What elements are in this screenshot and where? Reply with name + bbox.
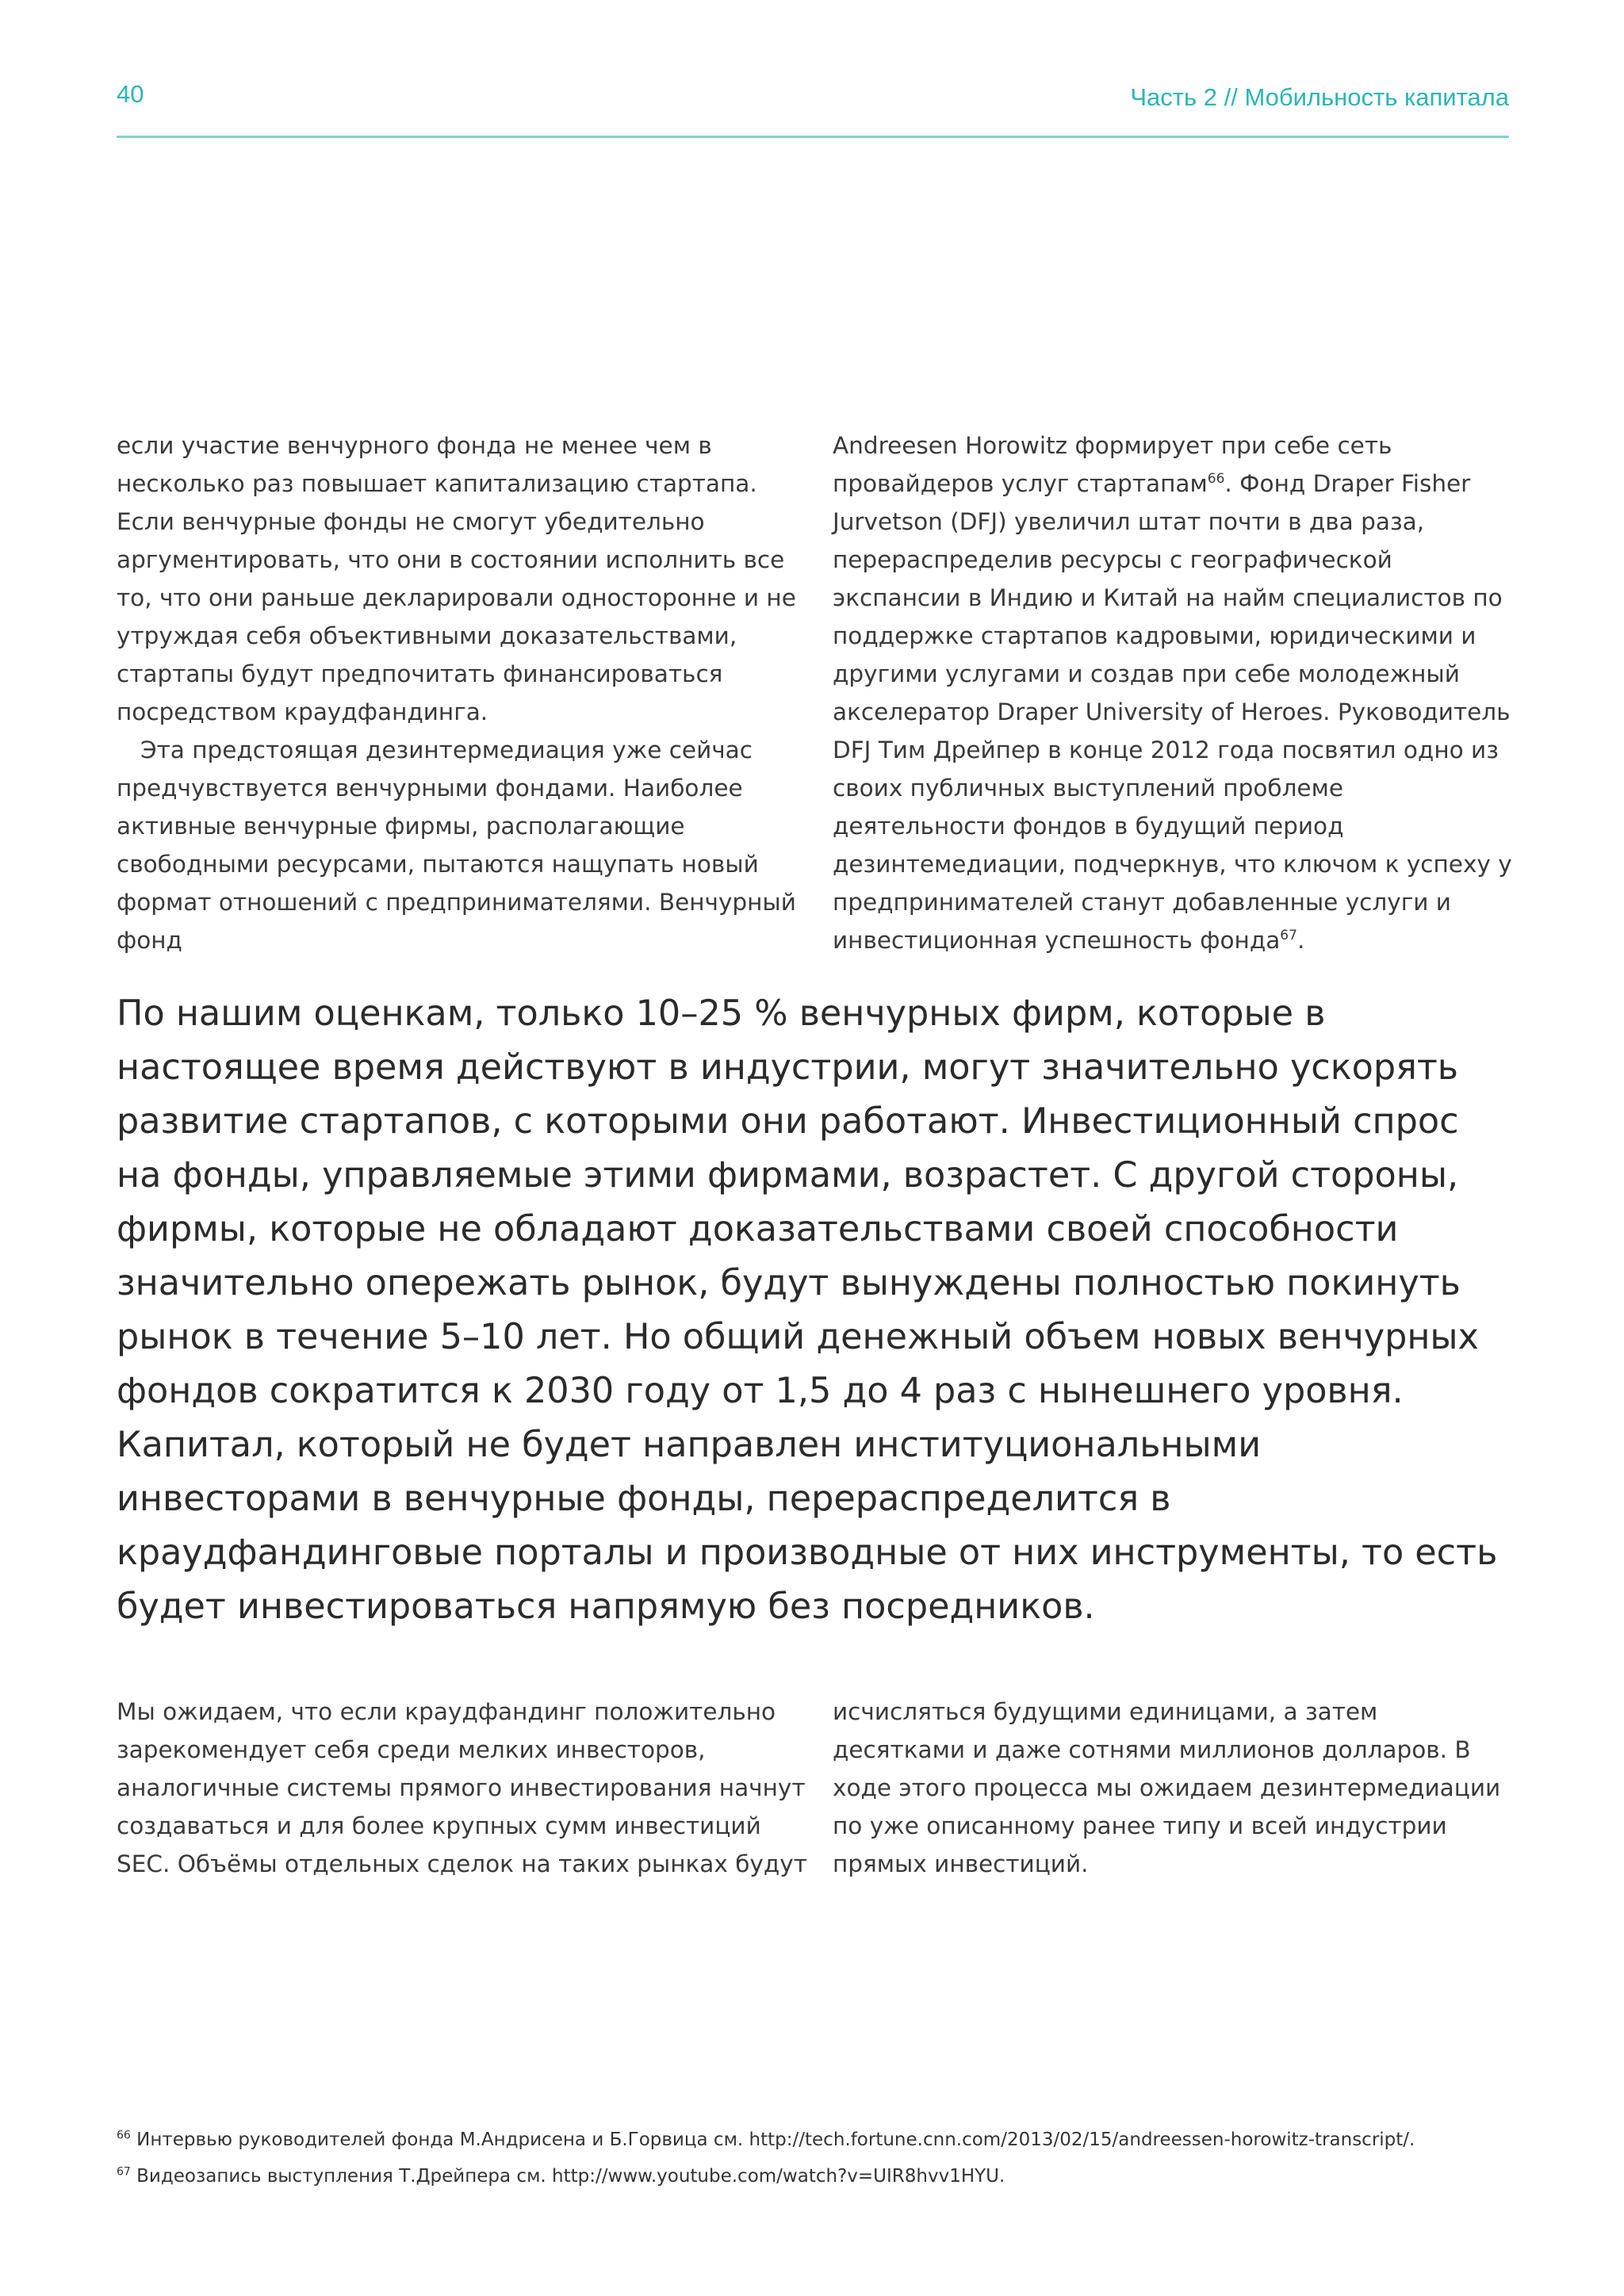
footnote-number: 67 (117, 2165, 131, 2179)
body-column-left-bottom (117, 1693, 814, 1883)
paragraph: исчисляться будущими единицами, а затем десятками и даже сотнями миллионов долларов. В ходе этого процесса мы ожидаем дезинтермедиации по уже описанному ранее типу и всей индустрии прямых инвестиций. (833, 1698, 1501, 1877)
footnotes (117, 2122, 1512, 2195)
paragraph: Эта предстоящая дезинтермедиация уже сейчас предчувствуется венчурными фондами. Наиболее активные венчурные фирмы, располагающие свободными ресурсами, пытаются нащупать новый формат отношений с предпринимателями. Венчурный фонд (117, 737, 796, 954)
paragraph: если участие венчурного фонда не менее чем в несколько раз повышает капитализацию стартапа. Если венчурные фонды не смогут убедительно аргументировать, что они в состоянии исполнить все то, что они раньше декларировали односторонне и не утруждая себя объективными доказательствами, стартапы будут предпочитать финансироваться посредством краудфандинга. (117, 432, 796, 725)
body-column-right-top (833, 427, 1515, 959)
footnote-66 (117, 2122, 1512, 2158)
body-column-right-bottom (833, 1693, 1515, 1883)
body-column-left-top (117, 427, 814, 959)
paragraph-text: . Фонд Draper Fisher Jurvetson (DFJ) увеличил штат почти в два раза, перераспределив ресурсы с географической экспансии в Индию и Китай на найм специалистов по поддержке стартапов кадровыми, юридическими и другими услугами и создав при себе молодежный акселератор Draper University of Heroes. Руководитель DFJ Тим Дрейпер в конце 2012 года посвятил одно из своих публичных выступлений проблеме деятельности фондов в будущий период дезинтемедиации, подчеркнув, что ключом к успеху у предпринимателей станут добавленные услуги и инвестиционная успешность фонда (833, 470, 1512, 954)
paragraph (833, 427, 1515, 959)
footnote-number: 66 (117, 2129, 131, 2142)
running-header-section: Часть 2 // Мобильность капитала (1130, 83, 1509, 111)
header-divider (117, 136, 1509, 138)
paragraph: Мы ожидаем, что если краудфандинг положительно зарекомендует себя среди мелких инвесторов, аналогичные системы прямого инвестирования начнут создаваться и для более крупных сумм инвестиций SEC. Объёмы отдельных сделок на таких рынках будут (117, 1698, 807, 1877)
footnote-reference-66[interactable]: 66 (1207, 471, 1225, 488)
footnote-text[interactable]: Интервью руководителей фонда М.Андрисена и Б.Горвица см. http://tech.fortune.cnn.com/2013/02/15/andreessen-horowitz-transcript/. (136, 2130, 1415, 2150)
footnote-text[interactable]: Видеозапись выступления Т.Дрейпера см. http://www.youtube.com/watch?v=UIR8hvv1HYU. (136, 2166, 1005, 2187)
footnote-67 (117, 2158, 1512, 2195)
pull-quote-text: По нашим оценкам, только 10–25 % венчурных фирм, которые в настоящее время действуют в индустрии, могут значительно ускорять развитие стартапов, с которыми они работают. Инвестиционный спрос на фонды, управляемые этими фирмами, возрастет. С другой стороны, фирмы, которые не обладают доказательствами своей способности значительно опережать рынок, будут вынуждены полностью покинуть рынок в течение 5–10 лет. Но общий денежный объем новых венчурных фондов сократится к 2030 году от 1,5 до 4 раз с нынешнего уровня. Капитал, который не будет направлен институциональными инвесторами в венчурные фонды, перераспределится в краудфандинговые порталы и производные от них инструменты, то есть будет инвестироваться напрямую без посредников. (117, 993, 1498, 1627)
page-number: 40 (117, 80, 144, 108)
pull-quote (117, 987, 1509, 1634)
footnote-reference-67[interactable]: 67 (1280, 928, 1297, 944)
paragraph-text: Andreesen Horowitz формирует при себе сеть провайдеров услуг стартапам (833, 432, 1392, 497)
paragraph-text: . (1297, 927, 1305, 954)
